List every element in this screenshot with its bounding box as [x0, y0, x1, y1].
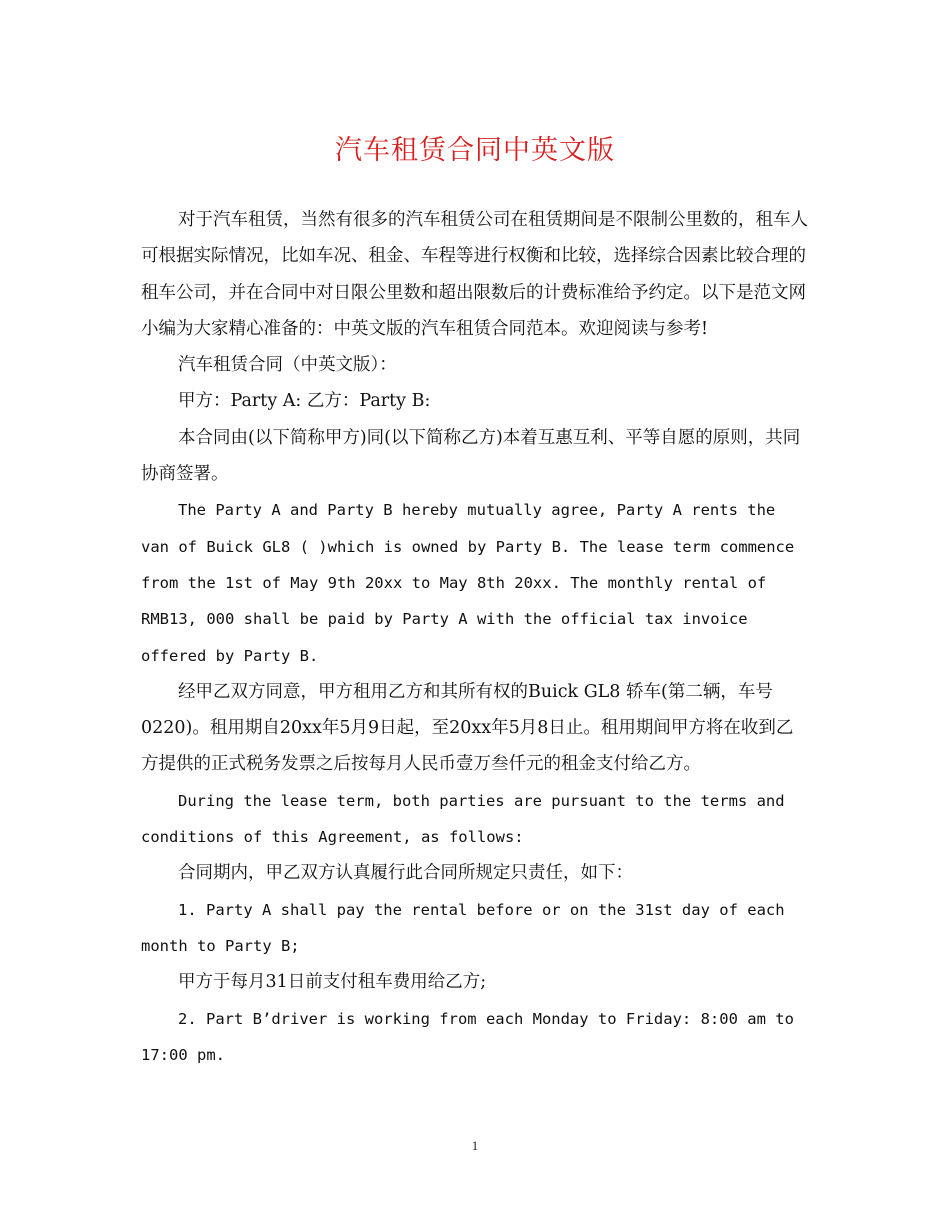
paragraph-contract-heading: 汽车租赁合同（中英文版）：: [178, 355, 397, 376]
paragraph-preamble-zh: 本合同由(以下简称甲方)同(以下简称乙方)本着互惠互利、平等自愿的原则，共同协商签署。: [141, 427, 801, 485]
paragraph-parties: 甲方：Party A: 乙方：Party B:: [178, 391, 431, 412]
paragraph-lease-zh: 经甲乙双方同意，甲方租用乙方和其所有权的Buick GL8 轿车(第二辆，车号0220)。租用期自20xx年5月9日起，至20xx年5月8日止。租用期间甲方将在收到乙方提供的正式税务发票之后按每月人民币壹万叁仟元的租金支付给乙方。: [141, 681, 794, 775]
paragraph-clause2-en: 2. Part B’driver is working from each Monday to Friday: 8:00 am to 17:00 pm.: [141, 1009, 794, 1064]
paragraph-terms-zh: 合同期内，甲乙双方认真履行此合同所规定只责任，如下：: [178, 863, 633, 884]
document-title: 汽车租赁合同中英文版: [335, 135, 615, 166]
paragraph-intro: 对于汽车租赁，当然有很多的汽车租赁公司在租赁期间是不限制公里数的，租车人可根据实际情况，比如车况、租金、车程等进行权衡和比较，选择综合因素比较合理的租车公司，并在合同中对日限公里数和超出限数后的计费标准给予约定。以下是范文网小编为大家精心准备的：中英文版的汽车租赁合同范本。欢迎阅读与参考!: [141, 210, 808, 339]
paragraph-clause1-zh: 甲方于每月31日前支付租车费用给乙方;: [178, 972, 487, 993]
page-number: 1: [471, 1138, 479, 1153]
paragraph-lease-en: The Party A and Party B hereby mutually agree, Party A rents the van of Buick GL8 ( )which is owned by Party B. The lease term commence from the 1st of May 9th 20xx to May 8th 20xx. The monthly rental of RMB13, 000 shall be paid by Party A with the official tax invoice offered by Party B.: [141, 501, 795, 665]
paragraph-clause1-en: 1. Party A shall pay the rental before or on the 31st day of each month to Party B;: [141, 900, 785, 955]
paragraph-terms-en: During the lease term, both parties are pursuant to the terms and conditions of this Agreement, as follows:: [141, 791, 785, 847]
document-body: [141, 202, 809, 1073]
